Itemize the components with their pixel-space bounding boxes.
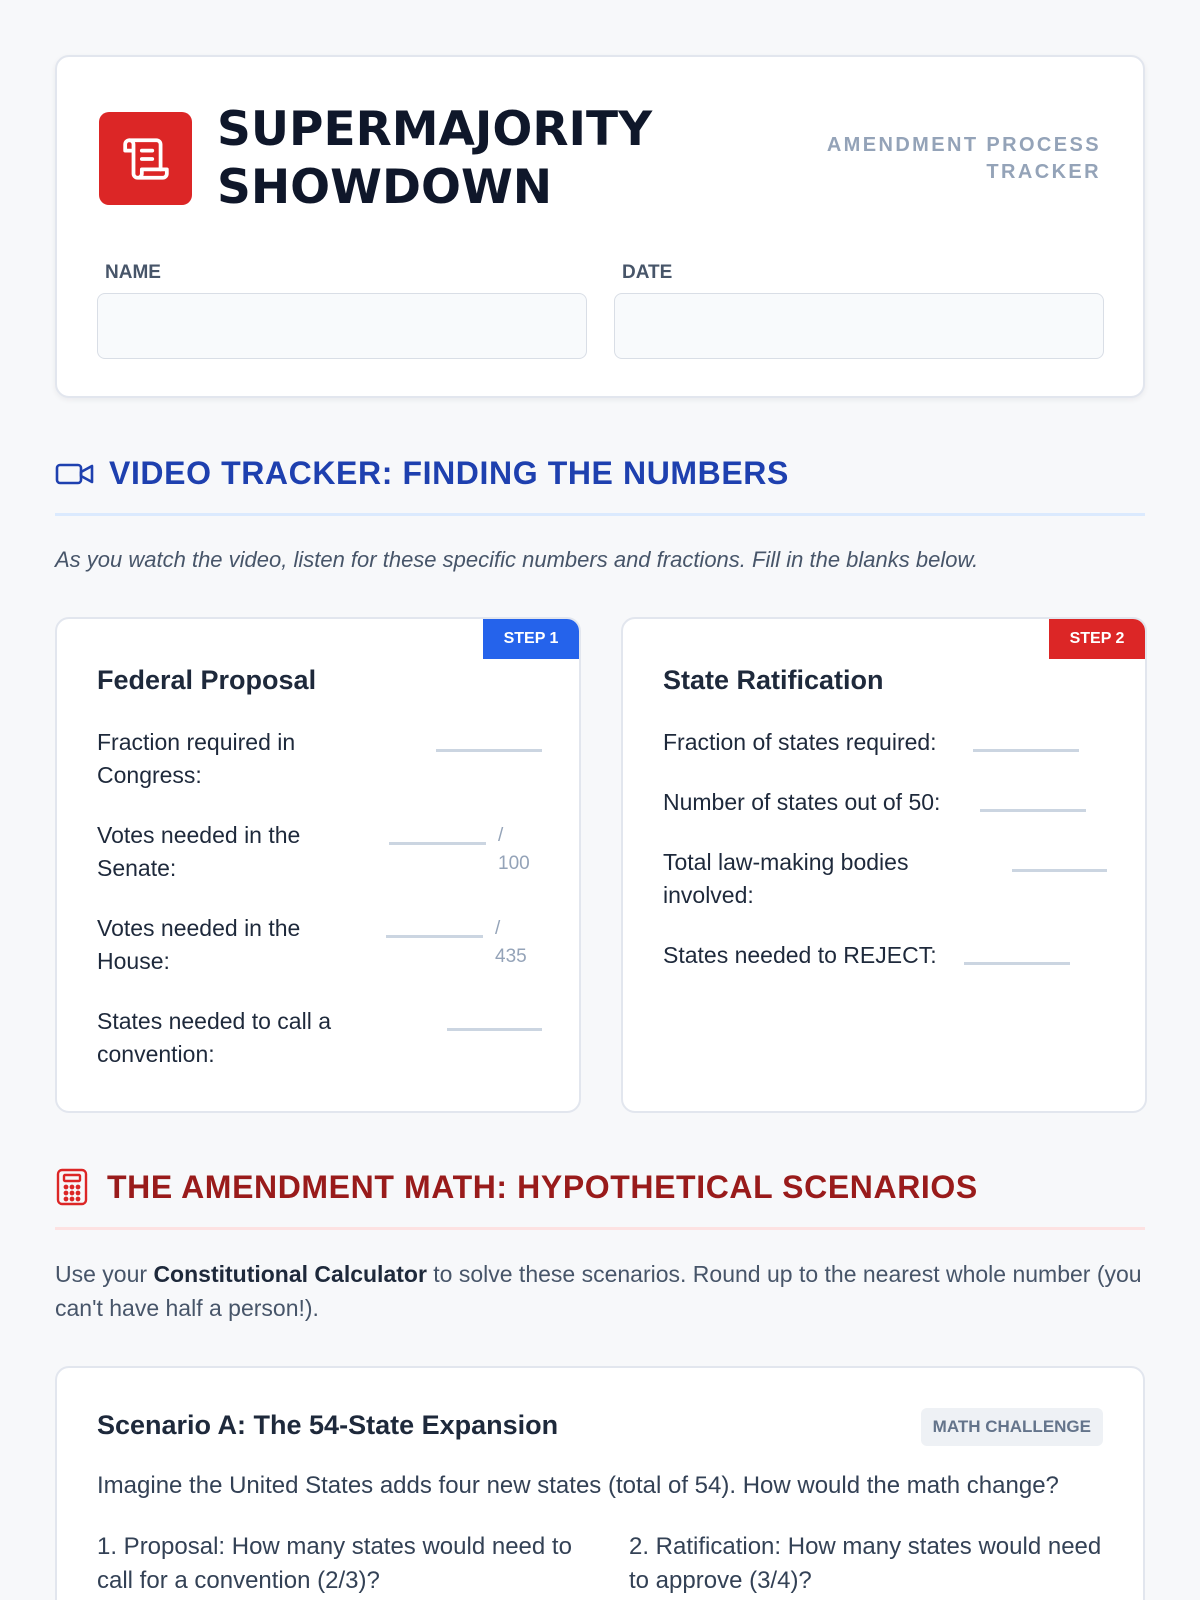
math-intro-text: Use your [55, 1261, 154, 1287]
step2-question-label: Fraction of states required: [663, 729, 937, 755]
subtitle-line-1: AMENDMENT PROCESS [826, 134, 1101, 156]
step1-card [55, 617, 581, 1113]
step1-answer-blank[interactable] [386, 935, 483, 938]
title-line-2: SHOWDOWN [217, 160, 553, 215]
scenario-a-question-1: 1. Proposal: How many states would need to call for a convention (2/3)? [97, 1533, 572, 1594]
step1-title: Federal Proposal [97, 665, 317, 695]
step1-question-label: Votes needed in the House: [97, 915, 301, 974]
step1-answer-blank[interactable] [436, 749, 542, 752]
step2-badge: STEP 2 [1049, 619, 1145, 659]
math-section-title: THE AMENDMENT MATH: HYPOTHETICAL SCENARIOS [107, 1168, 978, 1205]
scenario-a-question-2: 2. Ratification: How many states would need to approve (3/4)? [629, 1533, 1102, 1594]
math-section-divider [55, 1227, 1145, 1230]
date-label: DATE [622, 262, 673, 283]
step2-answer-blank[interactable] [964, 962, 1070, 965]
step1-question-label: Votes needed in the Senate: [97, 822, 301, 881]
house-total: / 435 [495, 918, 527, 967]
video-section-divider [55, 513, 1145, 516]
page-title [217, 101, 777, 217]
calculator-icon [55, 1168, 89, 1206]
video-camera-icon [55, 459, 95, 489]
step1-question-label: Fraction required in Congress: [97, 729, 296, 788]
scenario-a-description: Imagine the United States adds four new states (total of 54). How would the math change? [97, 1472, 1059, 1499]
step2-question-label: Number of states out of 50: [663, 789, 941, 815]
logo-badge [99, 112, 192, 205]
name-field[interactable] [97, 293, 587, 359]
step2-answer-blank[interactable] [973, 749, 1079, 752]
date-field[interactable] [614, 293, 1104, 359]
title-line-1: SUPERMAJORITY [217, 102, 653, 157]
video-section-heading [55, 455, 1145, 492]
math-challenge-badge: MATH CHALLENGE [921, 1408, 1103, 1446]
math-intro-text: to solve these scenarios. Round up to the nearest whole number (you can't have half a person!). [55, 1261, 1142, 1321]
step1-answer-blank[interactable] [389, 842, 486, 845]
video-instructions: As you watch the video, listen for these specific numbers and fractions. Fill in the blanks below. [55, 547, 979, 572]
header-card [55, 55, 1145, 398]
step2-answer-blank[interactable] [1012, 869, 1107, 872]
step2-question-label: Total law-making bodies involved: [663, 849, 909, 908]
step2-card [621, 617, 1147, 1113]
scenario-a-title: Scenario A: The 54-State Expansion [97, 1410, 559, 1440]
page-subtitle [801, 132, 1101, 186]
math-instructions [55, 1257, 1145, 1325]
name-label: NAME [105, 262, 161, 283]
scroll-icon [121, 134, 171, 184]
math-section-heading [55, 1168, 1145, 1206]
step2-question-label: States needed to REJECT: [663, 942, 937, 968]
subtitle-line-2: TRACKER [986, 161, 1101, 183]
step1-badge: STEP 1 [483, 619, 579, 659]
video-section-title: VIDEO TRACKER: FINDING THE NUMBERS [109, 455, 789, 491]
step2-answer-blank[interactable] [980, 809, 1086, 812]
step2-title: State Ratification [663, 665, 884, 695]
math-intro-emphasis: Constitutional Calculator [153, 1261, 427, 1287]
step1-question-label: States needed to call a convention: [97, 1008, 331, 1067]
step1-answer-blank[interactable] [447, 1028, 542, 1031]
scenario-a-card [55, 1366, 1145, 1600]
senate-total: / 100 [498, 825, 530, 874]
